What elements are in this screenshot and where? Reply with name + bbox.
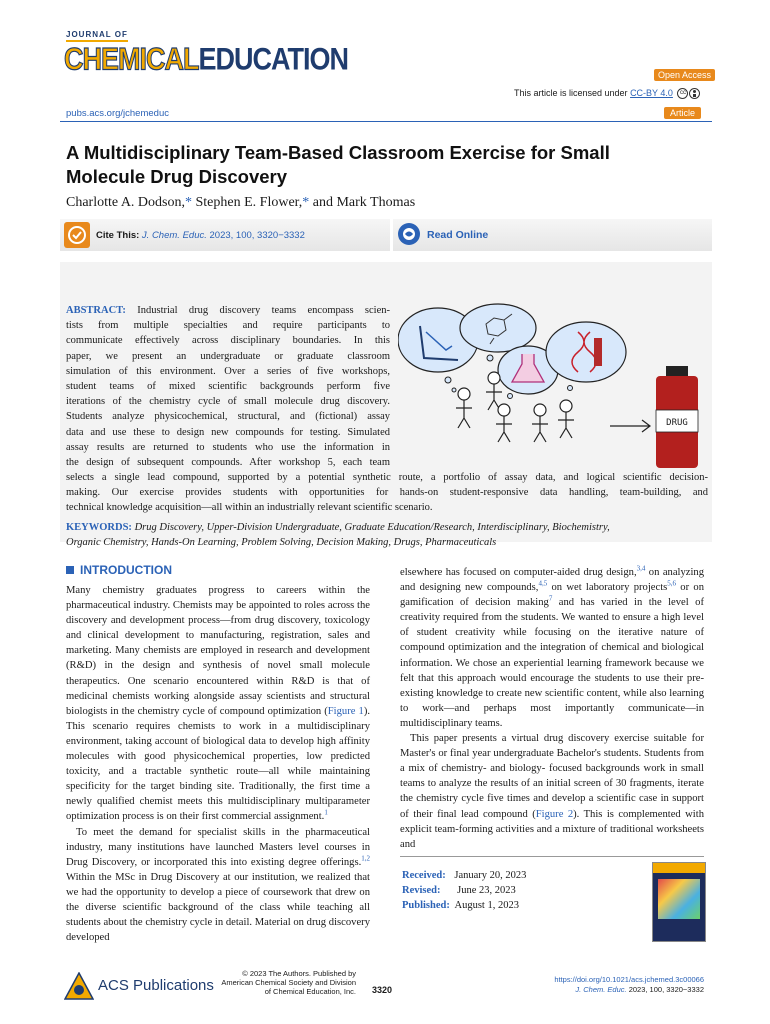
abstract-line: data and use these to design new compounds for testing. Simulated [66, 426, 390, 438]
revised-label: Revised: [402, 885, 441, 896]
published-date: August 1, 2023 [454, 900, 519, 911]
footer-citation [500, 985, 704, 994]
read-online-icon[interactable] [398, 223, 420, 245]
received-label: Received: [402, 870, 446, 881]
cite-bar-separator [390, 219, 393, 251]
journal-logo-line1: JOURNAL OF [66, 30, 128, 42]
copyright-line: American Chemical Society and Division [221, 978, 356, 987]
dates-divider [400, 856, 704, 857]
right-paragraph-2: This paper presents a virtual drug discovery exercise suitable for Master's or final year undergraduate Bachelor's students. Students from a mix of chemistry- and biology- focused backgrounds work in small teams to analyze the results of an initial screen of 30 fragments, iterate the chemistry cycle five times and develop a scientific case in support of their final lead compound ( [400, 733, 704, 820]
keywords-label: KEYWORDS: [66, 521, 132, 533]
open-access-badge[interactable]: Open Access [654, 69, 715, 81]
revised-date: June 23, 2023 [457, 885, 516, 896]
acs-logo-icon[interactable] [64, 972, 94, 1002]
article-type-badge: Article [664, 107, 701, 119]
abstract-line: paper, we present an undergraduate or graduate classroom [66, 350, 390, 362]
license-line [514, 88, 700, 99]
abstract-line: selects a single lead compound, supported by a potential synthetic route, a portfolio of assay data, and logical scientific decision- [66, 472, 708, 483]
cc-icon: cc [677, 88, 688, 99]
acs-publications[interactable]: ACS Publications [98, 977, 214, 994]
journal-logo[interactable] [64, 42, 348, 77]
keywords-line: Drug Discovery, Upper-Division Undergraduate, Graduate Education/Research, Interdisciplinary, Biochemistry, [134, 521, 610, 533]
by-icon [689, 88, 700, 99]
cite-label: Cite This: [96, 230, 140, 241]
license-text: This article is licensed under [514, 88, 631, 98]
abstract-label: ABSTRACT: [66, 305, 126, 316]
header-divider [60, 121, 712, 122]
intro-heading-text: INTRODUCTION [80, 563, 172, 577]
drug-bottle [656, 366, 698, 468]
right-column [400, 565, 704, 852]
title-line-2: Molecule Drug Discovery [66, 166, 288, 187]
journal-url[interactable]: pubs.acs.org/jchemeduc [66, 108, 169, 119]
thought-bubble-dna [546, 322, 626, 391]
journal-logo-word1: CHEMICAL [64, 42, 199, 77]
page-number: 3320 [372, 985, 393, 995]
intro-paragraph-1a: Many chemistry graduates progress to careers within the pharmaceutical industry. Chemists may be appointed to roles across the discovery and development process—from drug discovery, toxicology and clinical development to manufacturing, registration, sales and marketing. Many chemists are employed in research and development (R&D) in the design and synthesis of novel small molecule therapeutics. One scenario encountered within R&D is that of medicinal chemists working alongside assay scientists and structural biologists in the chemistry cycle of compound optimization ( [66, 585, 370, 717]
authors [66, 195, 415, 211]
abstract-line: tists from multiple specialties and require participants to [66, 320, 390, 332]
abstract-line: student teams of mixed scientific backgrounds perform five [66, 381, 390, 393]
keywords-line: Organic Chemistry, Hands-On Learning, Problem Solving, Decision Making, Drugs, Pharmaceuticals [66, 536, 497, 548]
footer-details: 2023, 100, 3320−3332 [628, 985, 704, 994]
cite-icon[interactable] [64, 222, 90, 248]
article-title [66, 141, 610, 189]
journal-logo-word2: EDUCATION [198, 42, 348, 77]
citation-ref[interactable]: 5,6 [667, 579, 677, 588]
published-label: Published: [402, 900, 450, 911]
abstract-line: Students analyze physicochemical, structural, and (fictional) assay [66, 411, 390, 423]
right-paragraph-1: and has varied in the level of creativity required from the students. We wanted to ensure a high level of student creativity while focusing on the iterative nature of compound optimization and the integration of chemical and biological information. We chose an experiential learning framework because we felt that this approach would encourage the students to use their pre-existing knowledge to create new scientific content, while also learning to work—and perhaps most importantly communicate—in multidisciplinary teams. [400, 597, 704, 729]
abstract-wide [66, 470, 708, 550]
author-thomas[interactable]: and Mark Thomas [312, 195, 416, 210]
article-dates [402, 868, 526, 913]
copyright-line: © 2023 The Authors. Published by [242, 969, 356, 978]
citation-ref[interactable]: 1 [324, 808, 328, 817]
section-marker-icon [66, 566, 74, 574]
drug-label: DRUG [666, 418, 688, 428]
abstract-line: Industrial drug discovery teams encompass scien- [137, 305, 390, 316]
intro-paragraph-2a: To meet the demand for specialist skills in the pharmaceutical industry, many institutions have launched Masters level courses in Drug Discovery, or incorporated this into existing degree offerings. [66, 826, 370, 868]
cover-art [658, 879, 700, 919]
abstract-line: simulation of this environment. Over a series of five workshops, [66, 365, 390, 377]
abstract-narrow [66, 303, 390, 470]
abstract-line: technical knowledge acquisition—all within an industrially relevant scientific scenario. [66, 502, 433, 514]
journal-cover-thumbnail[interactable] [652, 862, 706, 942]
right-paragraph-1: on wet laboratory projects [547, 582, 668, 594]
copyright-line: of Chemical Education, Inc. [264, 987, 356, 996]
left-column [66, 583, 370, 945]
abstract-line: assay results are returned to students who use the information in [66, 441, 390, 453]
title-line-1: A Multidisciplinary Team-Based Classroom Exercise for Small [66, 142, 610, 163]
citation-ref[interactable]: 7 [548, 594, 553, 603]
arrow [610, 420, 650, 432]
intro-paragraph-1b: ). This scenario requires chemists to work in a multidisciplinary environment, taking account of biological data to develop high affinity molecules with good physicochemical properties, low predicted toxicity, and a tractable synthetic route—all while maintaining specificity for the target binding site. Traditionally, the first time a newly qualified chemist meets this multidisciplinary multiparameter optimization process is on their first commercial assignment. [66, 705, 370, 823]
right-paragraph-1: on analyzing and designing new compounds, [400, 567, 705, 594]
right-paragraph-2: ). This is complemented with explicit team-forming activities and a mixture of traditional worksheets and [400, 808, 704, 850]
figure-2-ref[interactable]: Figure 2 [535, 808, 574, 820]
received-date: January 20, 2023 [454, 870, 527, 881]
abstract-line: iterations of the chemistry cycle of small molecule drug discovery. [66, 396, 390, 408]
read-online-link[interactable]: Read Online [427, 229, 489, 241]
intro-paragraph-2b: Within the MSc in Drug Discovery at our institution, we realized that we had the opportunity to develop a piece of coursework that drew on the diverse scientific background of the class while teaching all students about the chemistry cycle in detail. Material on drug discovery developed [66, 871, 370, 944]
abstract-line: the design of subsequent compounds. After workshop 5, each team [66, 457, 390, 469]
intro-heading [66, 563, 172, 577]
author-flower[interactable]: Stephen E. Flower, [195, 195, 303, 210]
toc-graphic [398, 298, 708, 468]
corresponding-star[interactable]: * [302, 195, 310, 210]
cover-banner [653, 863, 705, 873]
doi-link[interactable]: https://doi.org/10.1021/acs.jchemed.3c00066 [554, 975, 704, 984]
right-paragraph-1: or on gamification of decision making [400, 582, 704, 609]
abstract-line: communicate effectively across disciplinary boundaries. In this [66, 335, 390, 347]
figure-1-ref[interactable]: Figure 1 [327, 705, 364, 717]
cite-this [96, 230, 305, 241]
citation-ref[interactable]: 4,5 [538, 579, 548, 588]
right-paragraph-1: elsewhere has focused on computer-aided drug design, [400, 567, 637, 578]
footer-journal[interactable]: J. Chem. Educ. [575, 985, 627, 994]
cite-details[interactable]: 2023, 100, 3320−3332 [209, 230, 305, 241]
copyright [206, 969, 356, 996]
abstract-line: making. Our exercise provides students with opportunities for hands-on student-responsive data handling, team-building, and [66, 487, 708, 499]
citation-ref[interactable]: 3,4 [636, 564, 646, 573]
citation-ref[interactable]: 1,2 [361, 854, 370, 863]
cite-journal[interactable]: J. Chem. Educ. [141, 230, 207, 241]
corresponding-star[interactable]: * [185, 195, 192, 210]
license-link[interactable]: CC-BY 4.0 [630, 88, 673, 98]
author-dodson[interactable]: Charlotte A. Dodson, [66, 195, 185, 210]
